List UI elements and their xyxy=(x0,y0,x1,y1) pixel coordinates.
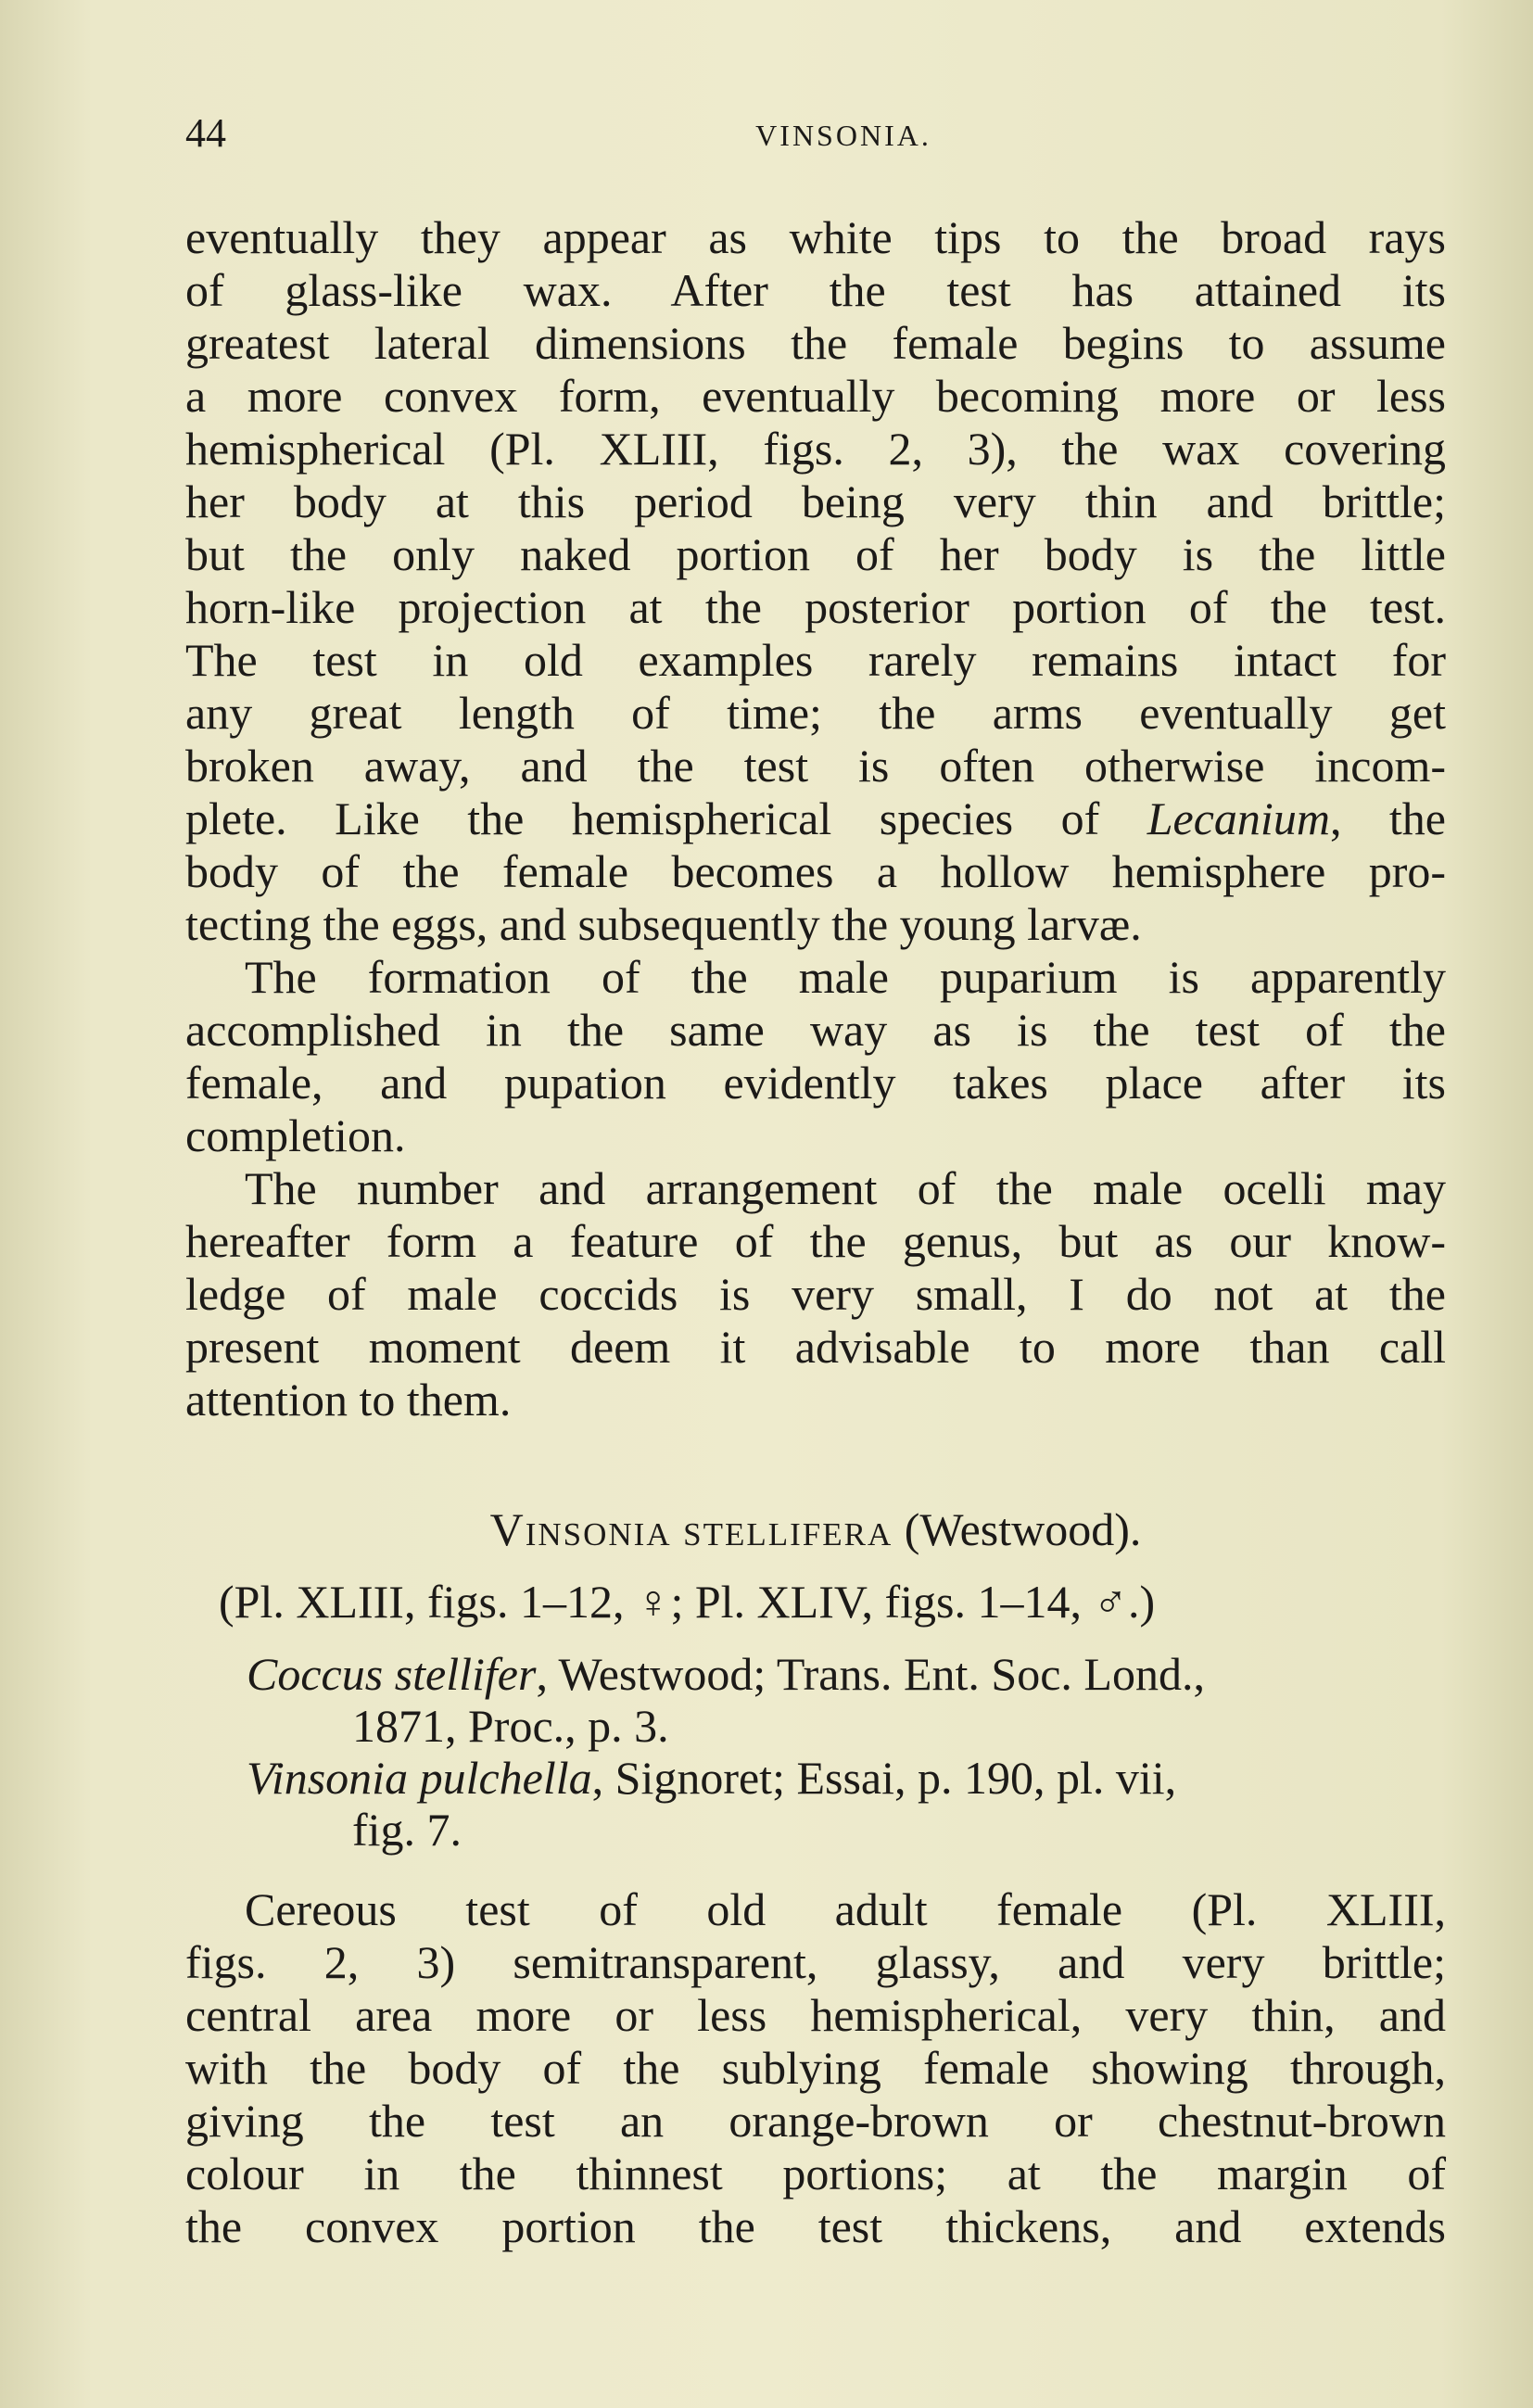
text-line: eventually they appear as white tips to the broad rays xyxy=(185,211,1446,263)
species-author: (Westwood). xyxy=(904,1503,1142,1555)
synonym-citation: , Signoret; Essai, p. 190, pl. vii, xyxy=(591,1752,1177,1804)
synonym-citation: , Westwood; Trans. Ent. Soc. Lond., xyxy=(536,1648,1205,1700)
text-line: body of the female becomes a hollow hemisphere pro- xyxy=(185,845,1446,897)
synonym-2 xyxy=(185,1752,1446,1856)
text-line: The test in old examples rarely remains intact for xyxy=(185,634,1446,686)
paragraph-1 xyxy=(185,211,1446,951)
text-line: horn-like projection at the posterior portion of the test. xyxy=(185,581,1446,633)
text-line: colour in the thinnest portions; at the margin of xyxy=(185,2148,1446,2199)
synonymy xyxy=(185,1648,1446,1856)
species-heading-block xyxy=(185,1502,1446,1856)
text-line: female, and pupation evidently takes place after its xyxy=(185,1057,1446,1109)
main-text xyxy=(185,211,1446,1426)
text-line: completion. xyxy=(185,1109,406,1161)
text-line: giving the test an orange-brown or chestnut-brown xyxy=(185,2095,1446,2147)
species-epithet: stellifera xyxy=(683,1503,893,1555)
text-line: present moment deem it advisable to more than call xyxy=(185,1321,1446,1373)
text-line: tecting the eggs, and subsequently the young larvæ. xyxy=(185,898,1142,950)
text-line: figs. 2, 3) semitransparent, glassy, and very brittle; xyxy=(185,1936,1446,1988)
page-number: 44 xyxy=(185,110,226,156)
species-genus: Vinsonia xyxy=(489,1503,672,1555)
synonym-name: Vinsonia pulchella xyxy=(247,1752,592,1804)
text-line: a more convex form, eventually becoming more or less xyxy=(185,370,1446,422)
text-line: hemispherical (Pl. XLIII, figs. 2, 3), the wax covering xyxy=(185,423,1446,475)
plate-references: (Pl. XLIII, figs. 1–12, ♀; Pl. XLIV, figs. 1–14, ♂.) xyxy=(219,1576,1156,1628)
text-line: greatest lateral dimensions the female begins to assume xyxy=(185,317,1446,369)
text-line: broken away, and the test is often otherwise incom- xyxy=(185,740,1446,792)
text-line: attention to them. xyxy=(185,1374,512,1426)
text-line: but the only naked portion of her body is the little xyxy=(185,528,1446,580)
synonym-1 xyxy=(185,1648,1446,1752)
synonym-citation-cont: fig. 7. xyxy=(352,1804,462,1856)
paragraph-4 xyxy=(185,1883,1446,2253)
species-title xyxy=(185,1502,1446,1557)
text-line: of glass-like wax. After the test has attained its xyxy=(185,264,1446,316)
text-line: her body at this period being very thin and brittle; xyxy=(185,475,1446,527)
text-line: Cereous test of old adult female (Pl. XLIII, xyxy=(245,1883,1446,1935)
description-text xyxy=(185,1883,1446,2253)
synonym-name: Coccus stellifer xyxy=(247,1648,537,1700)
paragraph-2 xyxy=(185,951,1446,1162)
genus-name-italic: Lecanium xyxy=(1147,792,1330,844)
text-line: accomplished in the same way as is the test of the xyxy=(185,1004,1446,1056)
synonym-line xyxy=(185,1648,1446,1700)
text-line: with the body of the sublying female showing through, xyxy=(185,2042,1446,2094)
text-line: the convex portion the test thickens, and extends xyxy=(185,2200,1446,2252)
text-line xyxy=(185,792,1446,845)
text-line: ledge of male coccids is very small, I do not at the xyxy=(185,1268,1446,1320)
running-head: VINSONIA. xyxy=(755,119,931,152)
text-segment: plete. Like the hemispherical species of xyxy=(185,792,1147,844)
text-line: hereafter form a feature of the genus, but as our know- xyxy=(185,1215,1446,1267)
text-line: any great length of time; the arms eventually get xyxy=(185,687,1446,739)
text-line: central area more or less hemispherical, very thin, and xyxy=(185,1989,1446,2041)
text-line: The number and arrangement of the male ocelli may xyxy=(245,1162,1446,1214)
page-header xyxy=(185,109,1446,165)
text-segment: , the xyxy=(1329,792,1446,844)
synonym-line xyxy=(185,1752,1446,1804)
paragraph-3 xyxy=(185,1162,1446,1426)
text-line: The formation of the male puparium is apparently xyxy=(245,951,1446,1003)
synonym-citation-cont: 1871, Proc., p. 3. xyxy=(352,1700,669,1752)
